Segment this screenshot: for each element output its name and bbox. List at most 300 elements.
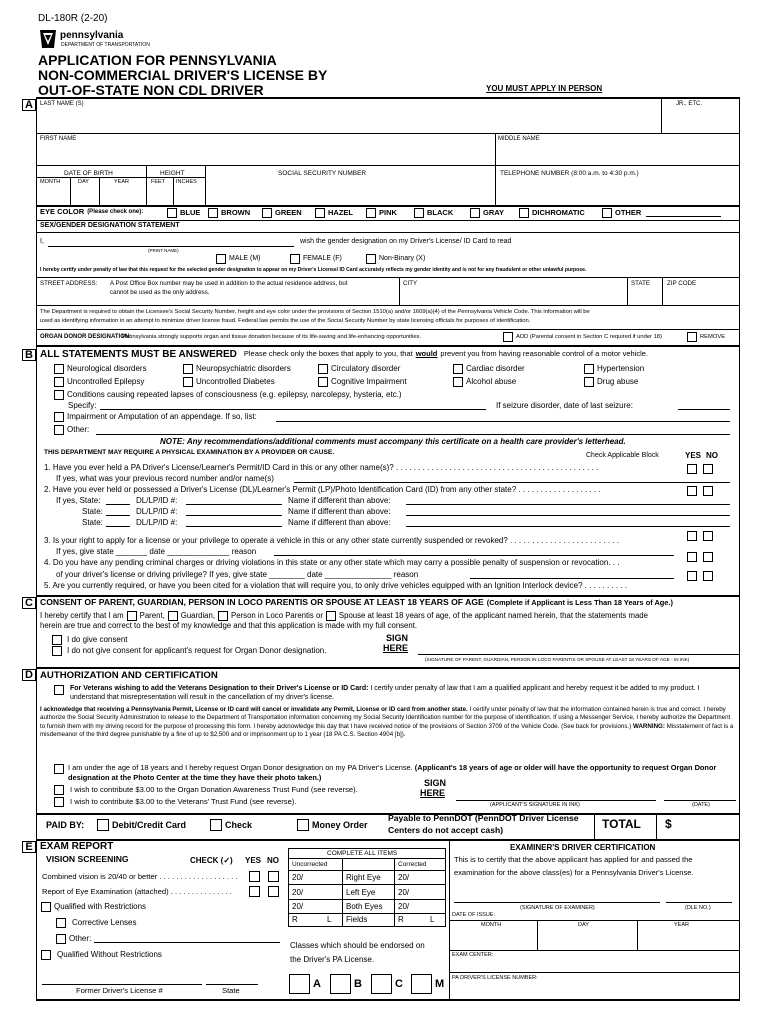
gender-nonbinary-option[interactable] xyxy=(366,254,425,264)
corrected-fields-r: R xyxy=(398,915,404,924)
paid-by-label: PAID BY: xyxy=(46,820,85,830)
corrected-fields-l: L xyxy=(430,915,435,924)
eye-other-field[interactable] xyxy=(646,216,721,217)
condition-diabetes[interactable] xyxy=(183,377,275,387)
q2-name-label-2: Name if different than above: xyxy=(288,507,391,516)
condition-diabetes-label: Uncontrolled Diabetes xyxy=(196,377,275,387)
qualified-without-option[interactable] xyxy=(41,950,162,960)
corrective-lenses-checkbox[interactable] xyxy=(56,918,66,928)
gender-i-label: I, xyxy=(40,238,44,245)
former-license-state-field[interactable] xyxy=(206,984,258,985)
vision-yes-label: YES xyxy=(245,856,262,865)
consent-give-checkbox[interactable] xyxy=(52,635,62,645)
pay-check-option[interactable] xyxy=(210,819,252,831)
veterans-bold: For Veterans wishing to add the Veterans Designation to their Driver's License or ID Card: xyxy=(70,685,369,692)
eye-blue-option[interactable] xyxy=(167,208,200,218)
organ-donor-add-label: ADD (Parental consent in Section C required if under 18) xyxy=(516,333,662,340)
condition-cognitive-label: Cognitive Impairment xyxy=(331,377,407,387)
city-field[interactable] xyxy=(402,290,624,304)
consent-spouse-label: Spouse at least 18 years of age, of the applicant named herein, that the statements made xyxy=(338,610,648,620)
section-e-marker: E xyxy=(22,841,36,853)
organ-donor-add-checkbox[interactable] xyxy=(503,332,513,342)
street-address-field[interactable] xyxy=(38,296,396,304)
eye-color-hint: (Please check one): xyxy=(87,208,144,215)
condition-neuropsychiatric-label: Neuropsychiatric disorders xyxy=(196,364,291,374)
applicant-signature-field[interactable] xyxy=(456,800,656,801)
corrected-both-20[interactable]: 20/ xyxy=(398,902,410,911)
q2-dl-field-2[interactable] xyxy=(186,515,282,516)
eye-black-checkbox[interactable] xyxy=(414,208,424,218)
condition-cognitive[interactable] xyxy=(318,377,407,387)
class-b-checkbox[interactable] xyxy=(330,974,351,994)
department-name: DEPARTMENT OF TRANSPORTATION xyxy=(61,42,150,48)
city-label: CITY xyxy=(403,280,418,287)
consent-parent-label: Parent, xyxy=(139,610,165,620)
no-header: NO xyxy=(706,451,718,460)
street-address-note2: cannot be used as the only address. xyxy=(110,289,210,296)
exam-report-header: EXAM REPORT xyxy=(40,841,114,852)
contribute-organ-label: I wish to contribute $3.00 to the Organ Donation Awareness Trust Fund (see reverse). xyxy=(70,784,358,794)
eye-report-no-checkbox[interactable] xyxy=(268,886,279,897)
condition-epilepsy[interactable] xyxy=(54,377,144,387)
section-c-header: CONSENT OF PARENT, GUARDIAN, PERSON IN LOCO PARENTIS OR SPOUSE AT LEAST 18 YEARS OF AGE xyxy=(40,597,484,607)
consent-here-label: HERE xyxy=(383,643,409,653)
condition-cardiac[interactable] xyxy=(453,364,525,374)
consent-not-give-checkbox[interactable] xyxy=(52,646,62,656)
gender-female-label: FEMALE (F) xyxy=(303,254,342,262)
q2-state-field-2[interactable] xyxy=(106,515,130,516)
sex-designation-header: SEX/GENDER DESIGNATION STATEMENT xyxy=(40,222,180,229)
consent-give-option[interactable] xyxy=(52,635,127,645)
class-m-option[interactable] xyxy=(411,974,444,994)
uncorrected-right-20[interactable]: 20/ xyxy=(292,873,304,882)
eye-other-checkbox[interactable] xyxy=(602,208,612,218)
class-a-label: A xyxy=(313,977,321,990)
consent-give-label: I do give consent xyxy=(67,635,128,645)
condition-epilepsy-label: Uncontrolled Epilepsy xyxy=(67,377,145,387)
dob-month-label: MONTH xyxy=(40,179,61,185)
date-of-issue-label: DATE OF ISSUE: xyxy=(452,912,495,918)
corrective-lenses-option[interactable] xyxy=(56,918,136,928)
eye-green-checkbox[interactable] xyxy=(262,208,272,218)
question-3-no-checkbox[interactable] xyxy=(703,531,713,541)
suffix-field[interactable] xyxy=(663,108,737,130)
organ-donor-request-checkbox[interactable] xyxy=(54,764,64,774)
consent-sign-label: SIGN xyxy=(386,633,409,643)
section-d-header: AUTHORIZATION AND CERTIFICATION xyxy=(40,670,218,681)
condition-cardiac-label: Cardiac disorder xyxy=(466,364,525,374)
q2-dl-label-1: DL/LP/ID #: xyxy=(136,496,178,505)
keystone-logo-icon xyxy=(38,28,58,50)
pay-check-checkbox[interactable] xyxy=(210,819,222,831)
uncorrected-both-20[interactable]: 20/ xyxy=(292,902,304,911)
class-c-option[interactable] xyxy=(371,974,403,994)
issue-year-label: YEAR xyxy=(674,922,689,928)
eye-hazel-checkbox[interactable] xyxy=(315,208,325,218)
issue-day-label: DAY xyxy=(578,922,589,928)
form-code: DL-180R (2-20) xyxy=(38,13,108,24)
gender-nonbinary-checkbox[interactable] xyxy=(366,254,376,264)
form-title-line3: OUT-OF-STATE NON CDL DRIVER xyxy=(38,82,264,98)
exam-notice: THIS DEPARTMENT MAY REQUIRE A PHYSICAL EXAMINATION BY A PROVIDER OR CAUSE. xyxy=(44,449,335,456)
section-c-header-note: (Complete if Applicant is Less Than 18 Years of Age.) xyxy=(486,597,673,607)
total-label: TOTAL xyxy=(602,817,641,831)
classes-text-line2: the Driver's PA License. xyxy=(290,955,375,964)
class-c-checkbox[interactable] xyxy=(371,974,392,994)
total-dollar-sign: $ xyxy=(665,817,672,831)
applicant-sign-label: SIGN xyxy=(424,778,447,788)
contribute-organ-option[interactable] xyxy=(54,785,358,795)
gender-male-label: MALE (M) xyxy=(229,254,261,262)
first-name-field[interactable] xyxy=(38,143,492,163)
eye-pink-option[interactable] xyxy=(366,208,397,218)
condition-impairment[interactable] xyxy=(54,412,257,422)
specify-field[interactable] xyxy=(100,409,486,410)
exam-center-field[interactable] xyxy=(451,960,737,970)
condition-drug[interactable] xyxy=(584,377,638,387)
yes-header: YES xyxy=(685,451,702,460)
condition-neurological-checkbox[interactable] xyxy=(54,364,64,374)
eye-pink-label: PINK xyxy=(379,207,397,217)
eye-gray-label: GRAY xyxy=(483,207,504,217)
class-m-label: M xyxy=(435,977,445,990)
condition-lapses-label: Conditions causing repeated lapses of consciousness (e.g. epilepsy, narcolepsy, hysteria, etc.) xyxy=(67,390,402,400)
ack-text: I certify under penalty of law that the information contained herein is true and correct. I hereby authorize the Social Security Administration to release to the Department of Transportation information concerning my Social Security Identification number for the purpose of identification. If using a Messenger Service, I hereby authorize the Department to furnish them with my driving record for the purpose of processing this form. I hereby acknowledge this day that I have received notice of the provisions of Section 3709 of the Vehicle Code. (See back for provisions.) xyxy=(40,706,731,730)
q2-name-field-2[interactable] xyxy=(406,515,730,516)
gender-nonbinary-label: Non-Binary (X) xyxy=(379,254,426,262)
ssn-notice-line1: The Department is required to obtain the Licensee's Social Security Number, height and eye color under the provisions of Section 1510(a) and/or 1609(a)(4) of the Pennsylvania Vehicle Code. This information will be xyxy=(40,309,590,315)
question-5-no-checkbox[interactable] xyxy=(703,571,713,581)
q2-dl-field-1[interactable] xyxy=(186,504,282,505)
pay-money-order-checkbox[interactable] xyxy=(297,819,309,831)
class-a-checkbox[interactable] xyxy=(289,974,310,994)
contribute-veterans-label: I wish to contribute $3.00 to the Veterans' Trust Fund (see reverse). xyxy=(70,796,297,806)
section-b-header: ALL STATEMENTS MUST BE ANSWERED xyxy=(40,349,237,360)
question-1-yes-checkbox[interactable] xyxy=(687,464,697,474)
corrected-right-20[interactable]: 20/ xyxy=(398,873,410,882)
dob-year-label: YEAR xyxy=(114,179,129,185)
uncorrected-label: Uncorrected xyxy=(292,861,328,868)
state-label: STATE xyxy=(631,280,651,287)
condition-lapses[interactable] xyxy=(54,390,402,400)
agency-name: pennsylvania xyxy=(60,30,124,41)
dob-day-label: DAY xyxy=(78,179,89,185)
qualified-without-label: Qualified Without Restrictions xyxy=(57,950,162,960)
combined-vision-yes-checkbox[interactable] xyxy=(249,871,260,882)
former-license-field[interactable] xyxy=(42,984,202,985)
question-2-answers xyxy=(687,486,713,496)
class-b-label: B xyxy=(354,977,362,990)
vision-screening-label: VISION SCREENING xyxy=(46,854,129,864)
eye-dichromatic-checkbox[interactable] xyxy=(519,208,529,218)
pay-debit-option[interactable] xyxy=(97,819,186,831)
specify-label: Specify: xyxy=(68,401,97,410)
condition-circulatory-label: Circulatory disorder xyxy=(331,364,401,374)
q2-name-label-3: Name if different than above: xyxy=(288,518,391,527)
condition-neuropsychiatric-checkbox[interactable] xyxy=(183,364,193,374)
impairment-field[interactable] xyxy=(276,421,730,422)
question-1-answers xyxy=(687,464,713,474)
organ-donor-add-option[interactable] xyxy=(503,332,662,342)
payable-line1: Payable to PennDOT (PennDOT Driver License xyxy=(388,813,579,823)
other-condition-field[interactable] xyxy=(96,434,730,435)
condition-neurological-label: Neurological disorders xyxy=(67,364,147,374)
condition-circulatory-checkbox[interactable] xyxy=(318,364,328,374)
former-license-label: Former Driver's License # xyxy=(76,986,163,995)
question-5: 5. Are you currently required, or have you been cited for a violation that will require you, to only drive vehicles equipped with an Ignition Interlock device? . . . . . . . . . . xyxy=(44,581,627,590)
condition-alcohol-checkbox[interactable] xyxy=(453,377,463,387)
q2-state-label-1: If yes, State: xyxy=(56,496,101,505)
fields-label: Fields xyxy=(346,915,368,924)
left-eye-label: Left Eye xyxy=(346,888,376,897)
eye-report-yes-checkbox[interactable] xyxy=(249,886,260,897)
gender-female-checkbox[interactable] xyxy=(290,254,300,264)
veterans-checkbox[interactable] xyxy=(54,685,64,695)
payable-line2: Centers do not accept cash) xyxy=(388,825,504,835)
question-4b: of your driver's license or driving privilege? If yes, give state ________ date _______________ reason xyxy=(56,570,419,579)
condition-impairment-label: Impairment or Amputation of an appendage. If so, list: xyxy=(67,412,257,422)
eye-color-row xyxy=(40,208,147,217)
consent-not-give-option[interactable] xyxy=(52,646,326,656)
question-3: 3. Is your right to apply for a license or your privilege to operate a vehicle in this or any other state currently suspended or revoked? . . . . . . . . . . . . . . . . . . . . . . . . . xyxy=(44,536,619,545)
q2-state-label-2: State: xyxy=(82,507,103,516)
question-3-yes-checkbox[interactable] xyxy=(687,531,697,541)
zip-label: ZIP CODE xyxy=(667,280,697,287)
issue-date-fields[interactable] xyxy=(451,930,737,948)
pay-money-order-option[interactable] xyxy=(297,819,368,831)
seizure-label: If seizure disorder, date of last seizure: xyxy=(496,401,633,410)
uncorrected-fields-l: L xyxy=(327,915,332,924)
pay-debit-label: Debit/Credit Card xyxy=(112,819,187,830)
question-5-yes-checkbox[interactable] xyxy=(687,571,697,581)
question-2-yes-checkbox[interactable] xyxy=(687,486,697,496)
exam-center-label: EXAM CENTER: xyxy=(452,952,494,958)
warning-bold: WARNING: xyxy=(632,722,665,730)
exam-other-label: Other: xyxy=(69,934,92,944)
consent-signature-field[interactable] xyxy=(418,654,740,655)
q2-state-label-3: State: xyxy=(82,518,103,527)
corrected-left-20[interactable]: 20/ xyxy=(398,888,410,897)
consent-certify-start: I hereby certify that I am xyxy=(40,610,124,620)
qualified-with-label: Qualified with Restrictions xyxy=(54,902,147,912)
class-m-checkbox[interactable] xyxy=(411,974,432,994)
examiner-signature-caption: (SIGNATURE OF EXAMINER) xyxy=(520,905,595,911)
ssn-label: SOCIAL SECURITY NUMBER xyxy=(278,170,367,177)
eye-blue-checkbox[interactable] xyxy=(167,208,177,218)
condition-alcohol[interactable] xyxy=(453,377,516,387)
q2-state-field-3[interactable] xyxy=(106,526,130,527)
condition-other[interactable] xyxy=(54,425,89,435)
question-5-answers xyxy=(687,571,713,581)
eye-brown-label: BROWN xyxy=(221,207,251,217)
class-a-option[interactable] xyxy=(289,974,321,994)
pay-money-order-label: Money Order xyxy=(312,819,368,830)
donor-req-bold: (Applicant's 18 years of age or older will have the opportunity to request Organ Donor designation at the Photo Center at the time they have their photo taken.) xyxy=(68,763,717,782)
question-1b: If yes, what was your previous record number and/or name(s) xyxy=(56,474,274,483)
contribute-organ-checkbox[interactable] xyxy=(54,785,64,795)
condition-neuropsychiatric[interactable] xyxy=(183,364,291,374)
question-3b-field[interactable] xyxy=(274,555,674,556)
section-d-marker: D xyxy=(22,669,36,681)
class-c-label: C xyxy=(395,977,403,990)
question-1-no-checkbox[interactable] xyxy=(703,464,713,474)
gender-print-name-field[interactable] xyxy=(48,246,294,247)
pay-debit-checkbox[interactable] xyxy=(97,819,109,831)
check-block-label: Check Applicable Block xyxy=(586,452,659,459)
pa-dl-number-field[interactable] xyxy=(451,983,737,997)
q2-dl-field-3[interactable] xyxy=(186,526,282,527)
question-4-yes-checkbox[interactable] xyxy=(687,552,697,562)
condition-hypertension-checkbox[interactable] xyxy=(584,364,594,374)
uncorrected-left-20[interactable]: 20/ xyxy=(292,888,304,897)
ssn-field[interactable] xyxy=(208,180,492,203)
consent-certify-row xyxy=(40,611,648,621)
eye-pink-checkbox[interactable] xyxy=(366,208,376,218)
phone-field[interactable] xyxy=(498,180,736,203)
question-4-answers xyxy=(687,552,713,562)
condition-lapses-checkbox[interactable] xyxy=(54,390,64,400)
zip-field[interactable] xyxy=(664,290,737,304)
seizure-date-field[interactable] xyxy=(678,409,730,410)
check-mark-label: CHECK (✓) xyxy=(190,856,233,865)
form-title-line1: APPLICATION FOR PENNSYLVANIA xyxy=(38,52,277,68)
state-field[interactable] xyxy=(629,290,660,304)
consent-parent-checkbox[interactable] xyxy=(127,611,137,621)
condition-circulatory[interactable] xyxy=(318,364,400,374)
street-address-label: STREET ADDRESS: xyxy=(40,280,98,287)
organ-donor-remove-option[interactable] xyxy=(687,332,725,342)
condition-other-checkbox[interactable] xyxy=(54,425,64,435)
eye-brown-checkbox[interactable] xyxy=(208,208,218,218)
condition-neurological[interactable] xyxy=(54,364,147,374)
section-b-note1: Please check only the boxes that apply to you, that xyxy=(243,349,413,359)
condition-drug-label: Drug abuse xyxy=(597,377,639,387)
qualified-with-option[interactable] xyxy=(41,902,146,912)
applicant-date-field[interactable] xyxy=(664,800,736,801)
question-4: 4. Do you have any pending criminal charges or driving violations in this state or any other state which may carry a possible penalty of suspension or revocation. . . xyxy=(44,558,620,567)
ack-bold: I acknowledge that receiving a Pennsylvania Permit, License or ID card will cancel or invalidate any Permit, License or ID card from another state. xyxy=(40,706,468,713)
pay-check-label: Check xyxy=(225,819,253,830)
condition-cognitive-checkbox[interactable] xyxy=(318,377,328,387)
exam-other-checkbox[interactable] xyxy=(56,934,66,944)
first-name-label: FIRST NAME xyxy=(40,136,77,142)
print-name-caption: (PRINT NAME) xyxy=(148,248,179,253)
examiner-text-line2: examination for the above class(es) for a Pennsylvania Driver's License. xyxy=(454,868,694,877)
qualified-without-checkbox[interactable] xyxy=(41,950,51,960)
gender-wish-text: wish the gender designation on my Driver's License/ ID Card to read xyxy=(300,238,512,245)
contribute-veterans-option[interactable] xyxy=(54,797,296,807)
class-b-option[interactable] xyxy=(330,974,362,994)
examiner-text-line1: This is to certify that the above applicant has applied for and passed the xyxy=(454,855,693,864)
section-b-header-row xyxy=(40,349,648,361)
middle-name-field[interactable] xyxy=(497,143,737,163)
eye-other-option[interactable] xyxy=(602,208,641,218)
gender-female-option[interactable] xyxy=(290,254,342,264)
organ-donor-remove-label: REMOVE xyxy=(700,333,726,340)
consent-guardian-label: Guardian, xyxy=(180,610,216,620)
condition-epilepsy-checkbox[interactable] xyxy=(54,377,64,387)
consent-guardian-checkbox[interactable] xyxy=(168,611,178,621)
applicant-here-label: HERE xyxy=(420,788,446,798)
total-amount-field[interactable] xyxy=(676,815,736,837)
eye-black-option[interactable] xyxy=(414,208,453,218)
q2-name-field-3[interactable] xyxy=(406,526,730,527)
condition-cardiac-checkbox[interactable] xyxy=(453,364,463,374)
consent-spouse-checkbox[interactable] xyxy=(326,611,336,621)
condition-hypertension-label: Hypertension xyxy=(597,364,645,374)
condition-impairment-checkbox[interactable] xyxy=(54,412,64,422)
examiner-signature-field[interactable] xyxy=(454,902,660,903)
exam-other-option[interactable] xyxy=(56,934,91,944)
eye-green-option[interactable] xyxy=(262,208,302,218)
question-1b-field[interactable] xyxy=(294,482,730,483)
warning-text: Misstatement of fact is a misdemeanor of the third degree punishable by a fine of up to $2,500 and or imprisonment up to 1 year (18 PA C.S. Section 4904 [b]). xyxy=(40,722,734,739)
donor-req-text: I am under the age of 18 years and I hereby request Organ Donor designation on my PA Driver's License. xyxy=(68,763,413,772)
veterans-text: I certify under penalty of law that I am a qualified applicant and hereby request it be added to my product. I understand that misrepresentation will result in the cancellation of my driver's license. xyxy=(70,685,700,702)
condition-drug-checkbox[interactable] xyxy=(584,377,594,387)
section-b-note: NOTE: Any recommendations/additional comments must accompany this certificate on a health care provider's letterhead. xyxy=(160,437,626,446)
gender-male-option[interactable] xyxy=(216,254,261,264)
section-c-header-row xyxy=(40,598,673,608)
combined-vision-no-checkbox[interactable] xyxy=(268,871,279,882)
last-name-field[interactable] xyxy=(38,108,658,130)
question-4-no-checkbox[interactable] xyxy=(703,552,713,562)
pa-dl-number-label: PA DRIVER'S LICENSE NUMBER: xyxy=(452,975,538,981)
section-c-marker: C xyxy=(22,597,36,609)
organ-donor-remove-checkbox[interactable] xyxy=(687,332,697,342)
contribute-veterans-checkbox[interactable] xyxy=(54,797,64,807)
eye-gray-checkbox[interactable] xyxy=(470,208,480,218)
condition-diabetes-checkbox[interactable] xyxy=(183,377,193,387)
last-name-label: LAST NAME (S) xyxy=(40,101,84,107)
apply-in-person-notice: YOU MUST APPLY IN PERSON xyxy=(486,84,603,93)
ssn-notice-line2: used as identifying information in an attempt to minimize driver license fraud. Federal law permits the use of the Social Security Number by state licensing officials for purposes of identification. xyxy=(40,318,531,324)
eye-hazel-option[interactable] xyxy=(315,208,353,218)
q2-name-field-1[interactable] xyxy=(406,504,730,505)
section-b-would: would xyxy=(415,349,438,359)
phone-label: TELEPHONE NUMBER (8:00 a.m. to 4:30 p.m.) xyxy=(500,170,639,177)
eye-green-label: GREEN xyxy=(275,207,302,217)
question-2-no-checkbox[interactable] xyxy=(703,486,713,496)
complete-all-label: COMPLETE ALL ITEMS xyxy=(327,850,398,857)
qualified-with-checkbox[interactable] xyxy=(41,902,51,912)
eye-gray-option[interactable] xyxy=(470,208,504,218)
eye-brown-option[interactable] xyxy=(208,208,250,218)
question-4b-field[interactable] xyxy=(470,578,674,579)
exam-other-field[interactable] xyxy=(94,942,280,943)
height-label: HEIGHT xyxy=(160,170,185,177)
gender-male-checkbox[interactable] xyxy=(216,254,226,264)
q2-state-field-1[interactable] xyxy=(106,504,130,505)
dob-fields[interactable] xyxy=(38,186,144,203)
organ-donor-label: ORGAN DONOR DESIGNATION: xyxy=(40,334,132,340)
eye-dichromatic-option[interactable] xyxy=(519,208,585,218)
form-title-line2: NON-COMMERCIAL DRIVER'S LICENSE BY xyxy=(38,67,328,83)
consent-loco-checkbox[interactable] xyxy=(218,611,228,621)
issue-month-label: MONTH xyxy=(481,922,502,928)
consent-certify-end: herein are true and correct to the best of my knowledge and that this application is made with my full consent. xyxy=(40,621,418,630)
gender-certification-text: I hereby certify under penalty of law that this request for the selected gender designation to appear on my Driver's License/ ID Card accurately reflects my gender identity and is not for any fraudulent or other unlawful purpose. xyxy=(40,267,587,273)
eye-hazel-label: HAZEL xyxy=(328,207,353,217)
both-eyes-label: Both Eyes xyxy=(346,902,383,911)
street-address-note1: A Post Office Box number may be used in addition to the actual residence address, but xyxy=(110,280,348,287)
eye-blue-label: BLUE xyxy=(180,207,201,217)
vision-no-label: NO xyxy=(267,856,279,865)
acknowledgement-text xyxy=(40,706,734,739)
dle-number-field[interactable] xyxy=(666,902,732,903)
height-fields[interactable] xyxy=(148,186,203,203)
condition-hypertension[interactable] xyxy=(584,364,644,374)
